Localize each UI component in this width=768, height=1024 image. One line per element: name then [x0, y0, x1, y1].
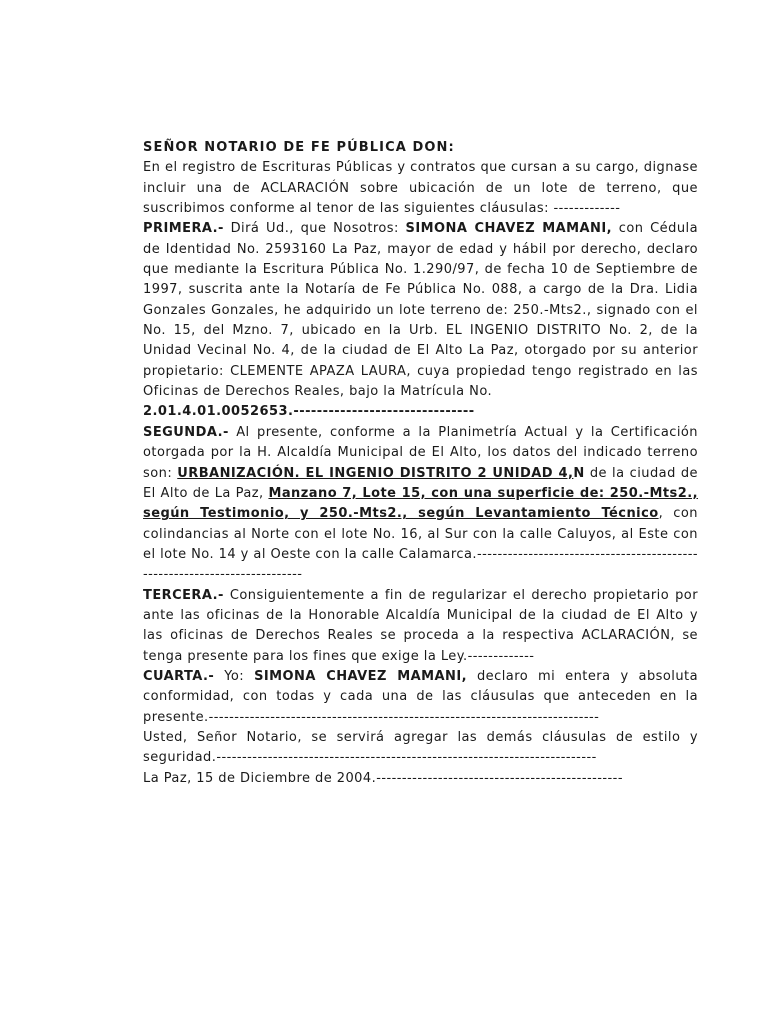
- clause-label: SEGUNDA.-: [143, 424, 229, 440]
- clause-label: CUARTA.-: [143, 668, 215, 684]
- clause-text: con Cédula de Identidad No. 2593160 La Paz, mayor de edad y hábil por derecho, declaro que mediante la Escritura Pública No. 1.290/97, de fecha 10 de Septiembre de 1997, suscrita ante la Notaría de Fe Pública No. 088, a cargo de la Dra. Lidia Gonzales Gonzales, he adquirido un lote terreno de: 250.-Mts2., signado con el No. 15, del Mzno. 7, ubicado en la Urb. EL INGENIO DISTRITO No. 2, de la Unidad Vecinal No. 4, de la ciudad de El Alto La Paz, otorgado por su anterior propietario: CLEMENTE APAZA LAURA, cuya propiedad tengo registrado en las Oficinas de Derechos Reales, bajo la Matrícula No.: [143, 221, 698, 400]
- date-line: La Paz, 15 de Diciembre de 2004.------------------------------------------------: [143, 770, 623, 786]
- clause-text: declaro mi entera y absoluta conformidad, con todas y cada una de las cláusulas que anteceden en la presente.----------------------------------------------------------------------------: [143, 668, 698, 725]
- clause-text: Al presente, conforme a la Planimetría Actual y la Certificación otorgada por la H. Alcaldía Municipal de El Alto, los datos del indicado terreno son:: [143, 424, 698, 481]
- clause-text: , con colindancias al Norte con el lote No. 16, al Sur con la calle Caluyos, al Este con el lote No. 14 y al Oeste con la calle Calamarca.--------------------------------------------------------------------------: [143, 506, 699, 583]
- clause-text: Dirá Ud., que Nosotros:: [223, 221, 406, 237]
- urbanization-text: URBANIZACIÓN. EL INGENIO DISTRITO 2 UNIDAD 4,: [177, 465, 574, 481]
- party-name: SIMONA CHAVEZ MAMANI,: [254, 668, 468, 684]
- clause-primera: [143, 219, 698, 402]
- lot-details: Manzano 7, Lote 15, con una superficie de: 250.-Mts2., según Testimonio, y 250.-Mts2., según Levantamiento Técnico: [143, 485, 698, 522]
- clause-text: de la ciudad de El Alto de La Paz,: [143, 465, 698, 501]
- clause-label: PRIMERA.-: [143, 221, 224, 237]
- document-body: [143, 138, 698, 789]
- clause-text: Consiguientemente a fin de regularizar el derecho propietario por ante las oficinas de la Honorable Alcaldía Municipal de la ciudad de El Alto y las oficinas de Derechos Reales se proceda a la respectiva ACLARACIÓN, se tenga presente para los fines que exige la Ley.-------------: [143, 587, 698, 664]
- matricula-number: 2.01.4.01.0052653.-------------------------------: [143, 404, 475, 420]
- clause-segunda: [143, 423, 698, 586]
- clause-label: TERCERA.-: [143, 587, 224, 603]
- clause-tercera: [143, 586, 698, 667]
- intro-paragraph: En el registro de Escrituras Públicas y contratos que cursan a su cargo, dignase incluir una de ACLARACIÓN sobre ubicación de un lote de terreno, que suscribimos conforme al tenor de las siguientes cláusulas: -------------: [143, 160, 698, 217]
- clause-cuarta: [143, 667, 698, 728]
- closing-paragraph: Usted, Señor Notario, se servirá agregar las demás cláusulas de estilo y seguridad.--------------------------------------------------------------------------: [143, 729, 698, 766]
- clause-text: Yo:: [214, 668, 255, 684]
- document-heading: SEÑOR NOTARIO DE FE PÚBLICA DON:: [143, 140, 455, 155]
- clause-text: N: [573, 465, 585, 481]
- party-name: SIMONA CHAVEZ MAMANI,: [405, 221, 613, 237]
